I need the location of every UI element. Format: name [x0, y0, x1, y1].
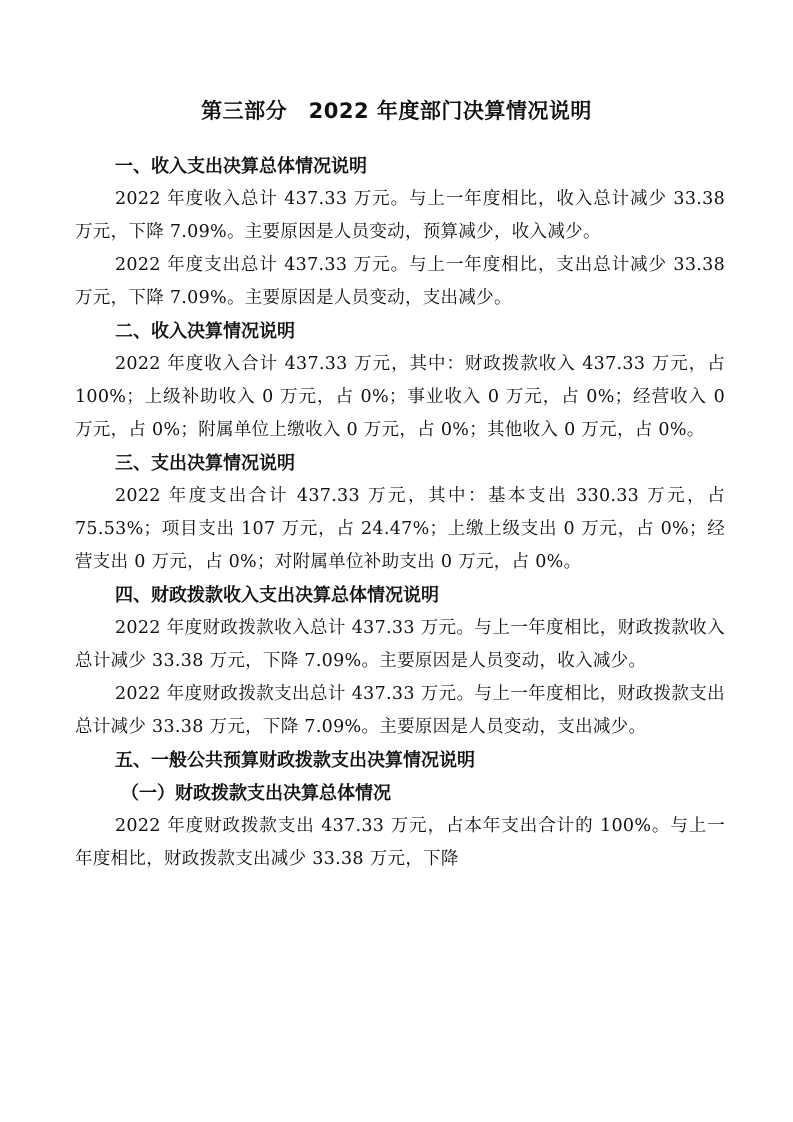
section-heading-3: 三、支出决算情况说明 [115, 453, 295, 474]
section-3-paragraph-1: 2022 年度支出合计 437.33 万元，其中：基本支出 330.33 万元，占 75.53%；项目支出 107 万元，占 24.47%；上缴上级支出 0 万元，占 0%；经营支出 0 万元，占 0%；对附属单位补助支出 0 万元，占 0%。 [75, 486, 725, 572]
section-4-paragraph-2: 2022 年度财政拨款支出总计 437.33 万元。与上一年度相比，财政拨款支出总计减少 33.38 万元，下降 7.09%。主要原因是人员变动，支出减少。 [75, 684, 725, 737]
subsection-5-1-paragraph-1: 2022 年度财政拨款支出 437.33 万元，占本年支出合计的 100%。与上一年度相比，财政拨款支出减少 33.38 万元，下降 [75, 816, 725, 869]
page-title: 第三部分 2022 年度部门决算情况说明 [201, 99, 592, 123]
section-heading-5: 五、一般公共预算财政拨款支出决算情况说明 [115, 750, 475, 771]
section-2-paragraph-1: 2022 年度收入合计 437.33 万元，其中：财政拨款收入 437.33 万元，占 100%；上级补助收入 0 万元，占 0%；事业收入 0 万元，占 0%；经营收入 0 万元，占 0%；附属单位上缴收入 0 万元，占 0%；其他收入 0 万元，占 0%。 [75, 354, 725, 440]
section-heading-4: 四、财政拨款收入支出决算总体情况说明 [115, 585, 439, 606]
section-1-paragraph-2: 2022 年度支出总计 437.33 万元。与上一年度相比，支出总计减少 33.38 万元，下降 7.09%。主要原因是人员变动，支出减少。 [75, 255, 725, 308]
section-4-paragraph-1: 2022 年度财政拨款收入总计 437.33 万元。与上一年度相比，财政拨款收入总计减少 33.38 万元，下降 7.09%。主要原因是人员变动，收入减少。 [75, 618, 725, 671]
document-body [75, 150, 725, 876]
section-heading-1: 一、收入支出决算总体情况说明 [115, 156, 367, 177]
section-1-paragraph-1: 2022 年度收入总计 437.33 万元。与上一年度相比，收入总计减少 33.38 万元，下降 7.09%。主要原因是人员变动，预算减少，收入减少。 [75, 189, 725, 242]
section-heading-2: 二、收入决算情况说明 [115, 321, 295, 342]
subsection-heading-5-1: （一）财政拨款支出决算总体情况 [121, 783, 391, 804]
